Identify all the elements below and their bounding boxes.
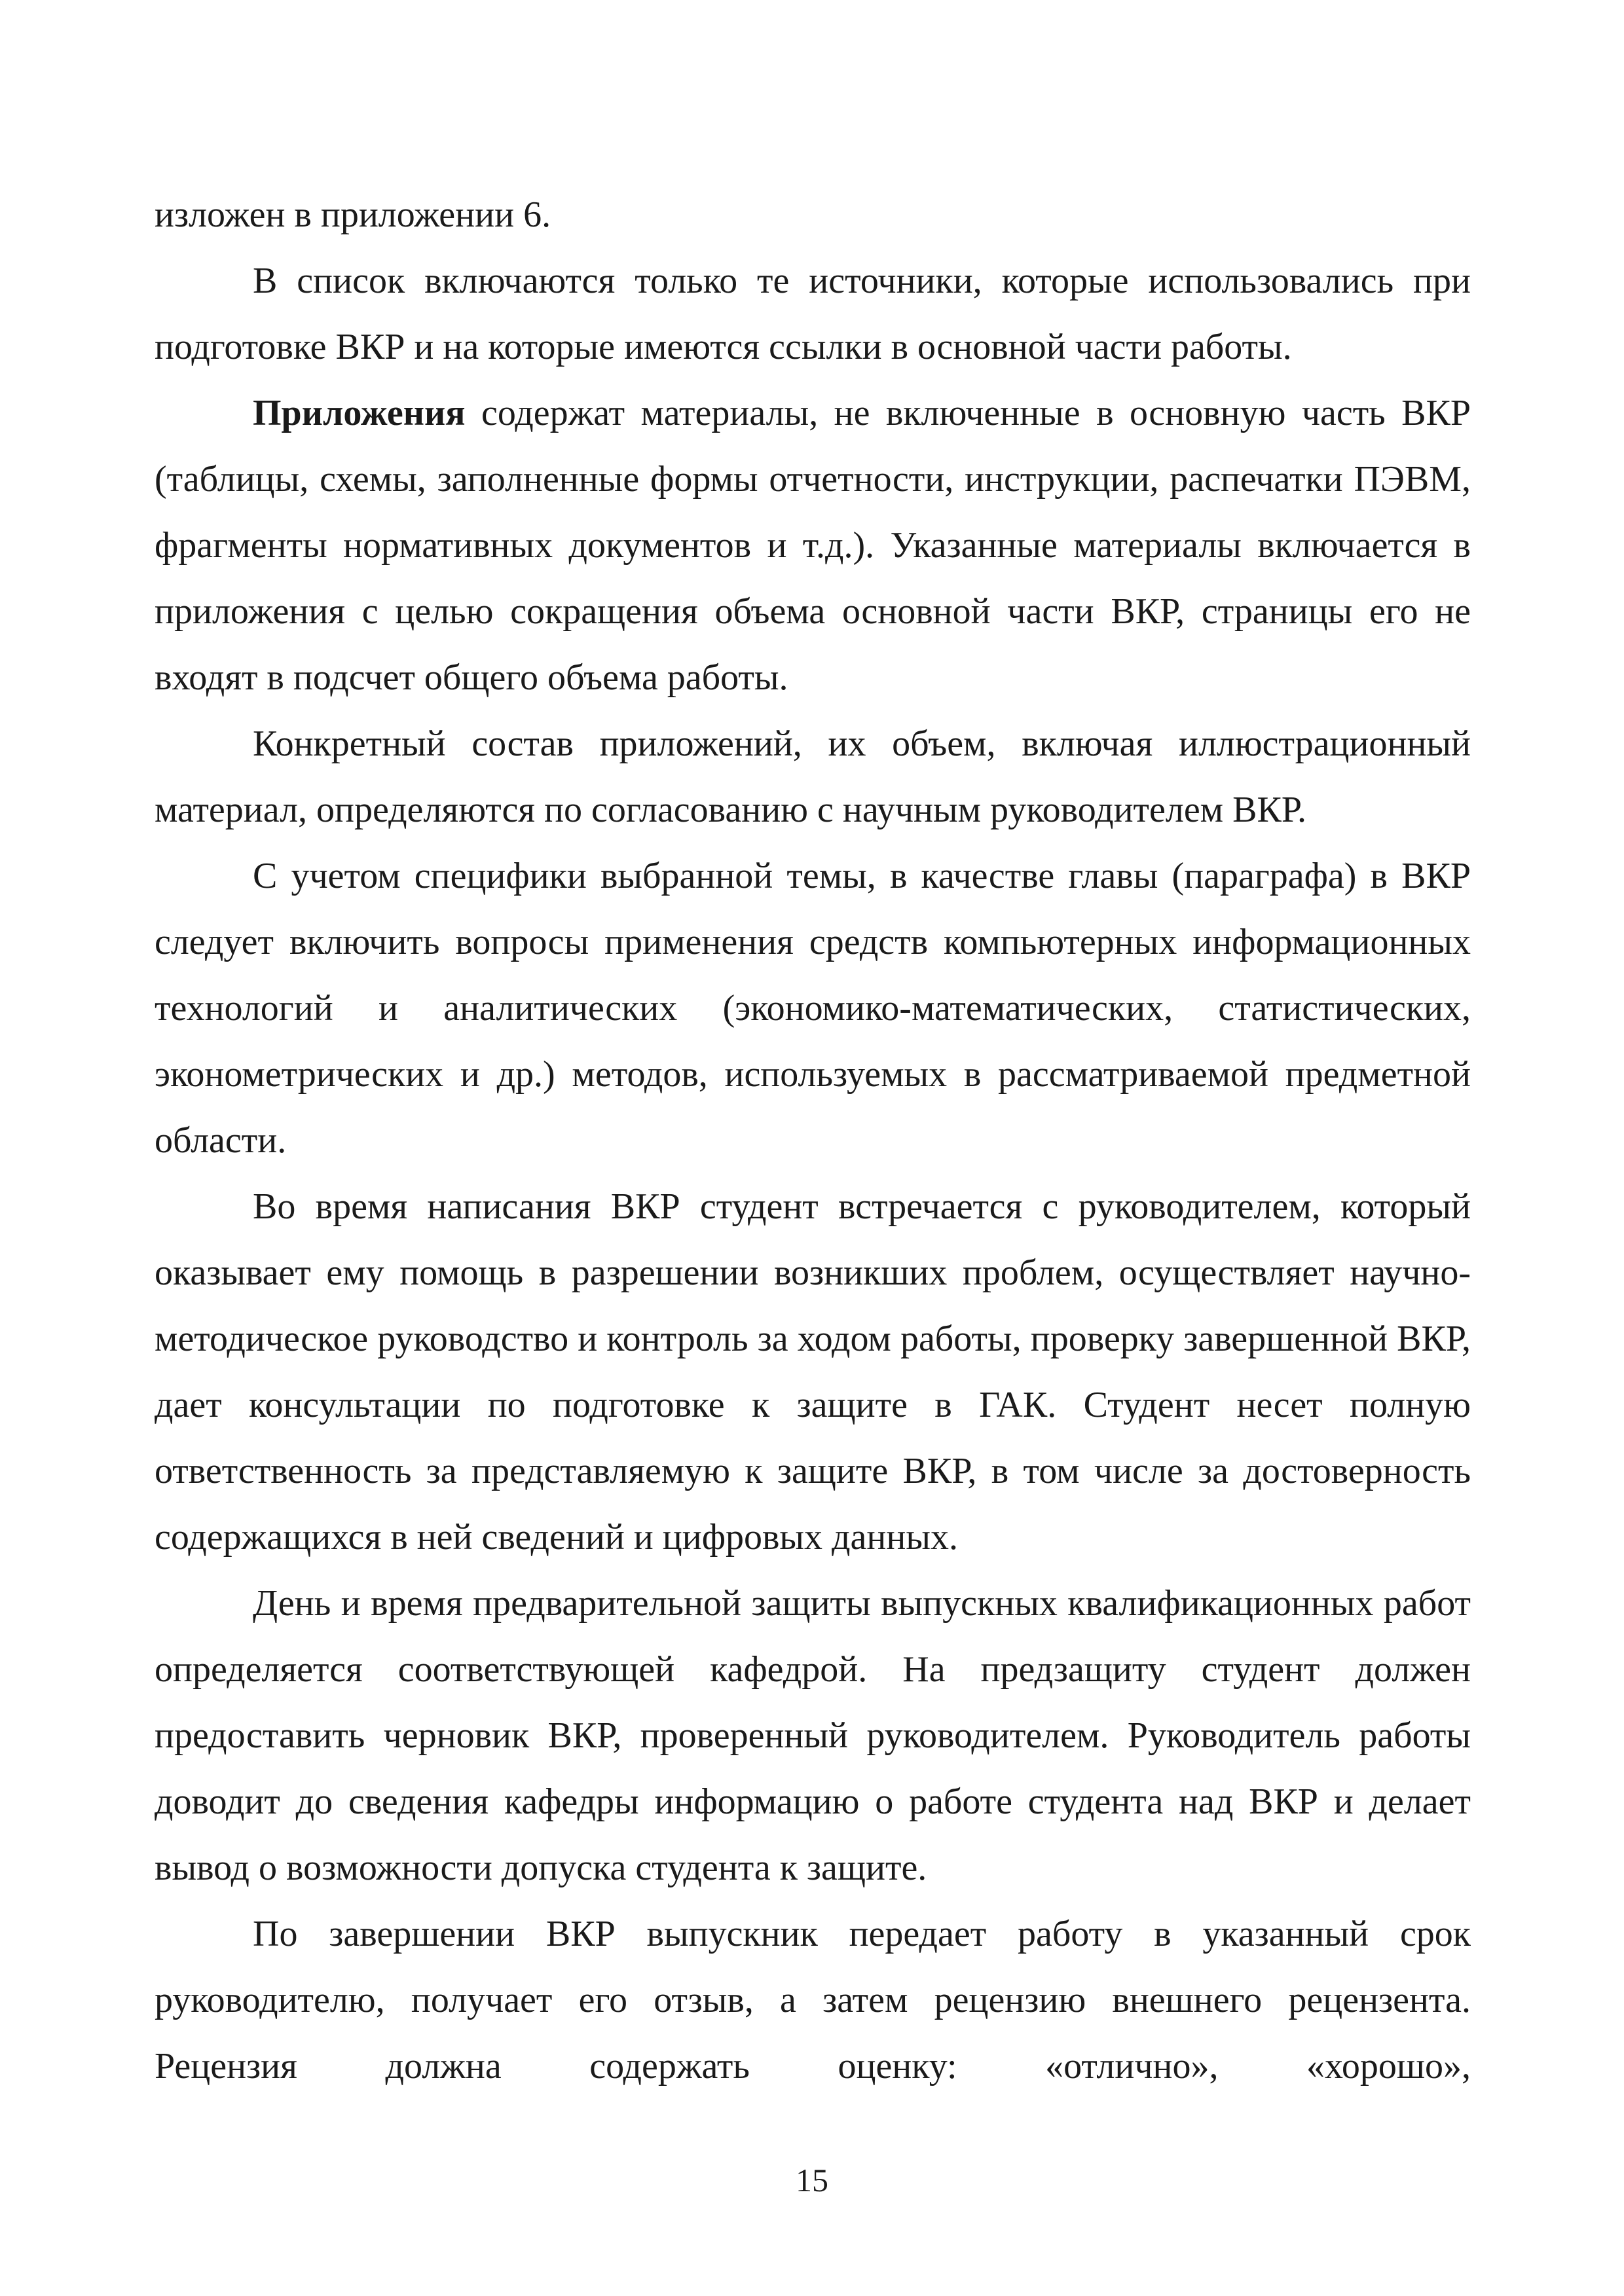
paragraph-review: По завершении ВКР выпускник передает работу в указанный срок руководителю, получает его отзыв, а затем рецензию внешнего рецензента. Рецензия должна содержать оценку: «отлично», «хорошо», [155,1914,1471,2086]
body-text [155,182,1471,2100]
paragraph-appendices [155,380,1471,711]
paragraph-sources-list: В список включаются только те источники, которые использовались при подготовке ВКР и на которые имеются ссылки в основной части работы. [155,261,1471,367]
page-number: 15 [796,2162,828,2198]
appendices-description: содержат материалы, не включенные в основную часть ВКР (таблицы, схемы, заполненные формы отчетности, инструкции, распечатки ПЭВМ, фрагменты нормативных документов и т.д.). Указанные материалы включается в приложения с целью сокращения объема основной части ВКР, страницы его не входят в подсчет общего объема работы. [155,393,1471,698]
paragraph-topic-specifics: С учетом специфики выбранной темы, в качестве главы (параграфа) в ВКР следует включить вопросы применения средств компьютерных информационных технологий и аналитических (экономико-математических, статистических, эконометрических и др.) методов, используемых в рассматриваемой предметной области. [155,856,1471,1161]
appendices-term: Приложения [253,393,466,433]
paragraph-supervisor-role: Во время написания ВКР студент встречается с руководителем, который оказывает ему помощь в разрешении возникших проблем, осуществляет научно-методическое руководство и контроль за ходом работы, проверку завершенной ВКР, дает консультации по подготовке к защите в ГАК. Студент несет полную ответственность за представляемую к защите ВКР, в том числе за достоверность содержащихся в ней сведений и цифровых данных. [155,1186,1471,1558]
paragraph-pre-defense: День и время предварительной защиты выпускных квалификационных работ определяется соответствующей кафедрой. На предзащиту студент должен предоставить черновик ВКР, проверенный руководителем. Руководитель работы доводит до сведения кафедры информацию о работе студента над ВКР и делает вывод о возможности допуска студента к защите. [155,1583,1471,1888]
paragraph-appendices-composition: Конкретный состав приложений, их объем, включая иллюстрационный материал, определяются по согласованию с научным руководителем ВКР. [155,723,1471,830]
paragraph-continuation: изложен в приложении 6. [155,194,551,235]
